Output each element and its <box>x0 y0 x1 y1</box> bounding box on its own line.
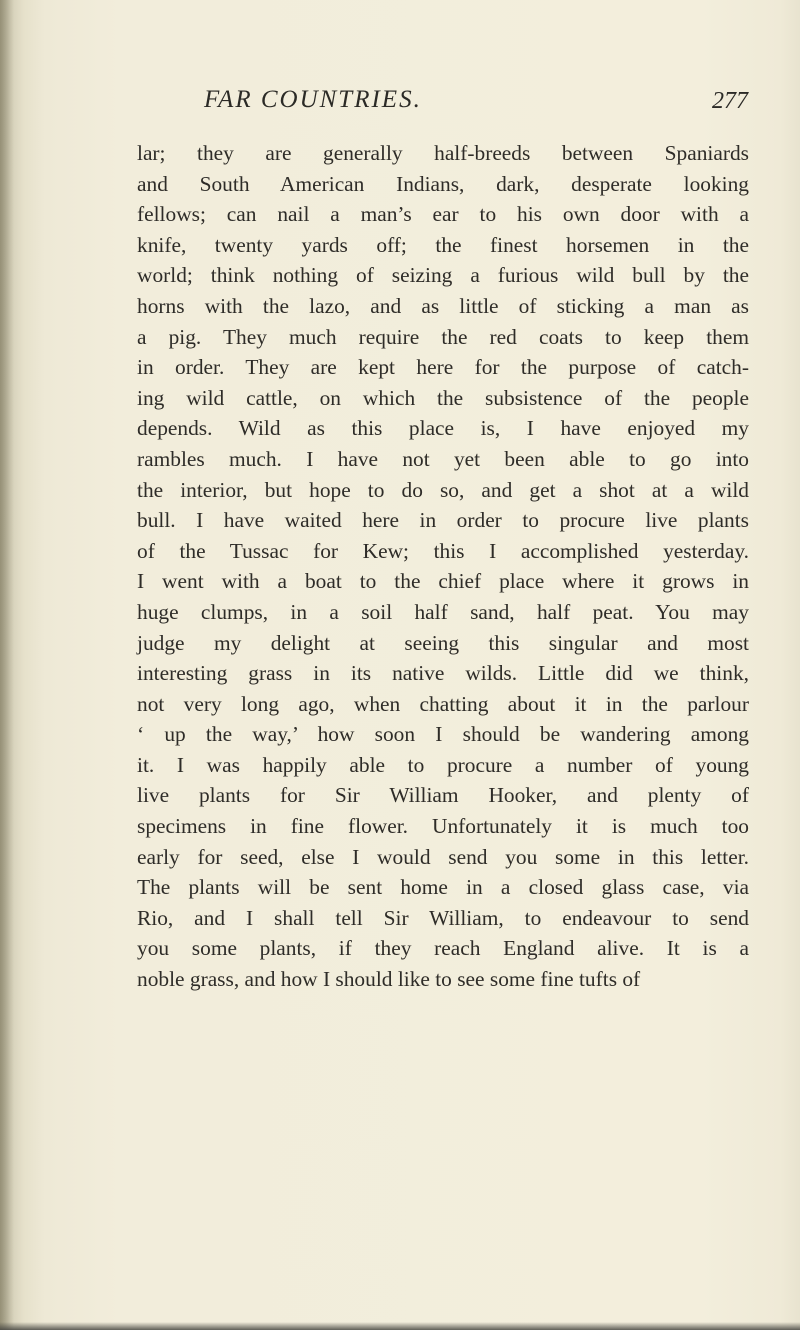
text-line: and South American Indians, dark, desperate looking <box>137 171 749 196</box>
text-line: not very long ago, when chatting about it in the parlour <box>137 691 749 716</box>
text-line: horns with the lazo, and as little of sticking a man as <box>137 293 749 318</box>
text-line: the interior, but hope to do so, and get a shot at a wild <box>137 477 749 502</box>
body-text <box>137 138 749 995</box>
text-line: specimens in fine flower. Unfortunately it is much too <box>137 814 749 839</box>
text-line: huge clumps, in a soil half sand, half peat. You may <box>137 599 749 624</box>
text-line: depends. Wild as this place is, I have enjoyed my <box>137 416 749 441</box>
text-line: in order. They are kept here for the purpose of catch- <box>137 355 749 380</box>
page-bottom-edge <box>0 1322 800 1330</box>
text-line: lar; they are generally half-breeds between Spaniards <box>137 141 749 165</box>
running-title: FAR COUNTRIES. <box>204 86 422 113</box>
text-line: you some plants, if they reach England alive. It is a <box>137 936 749 961</box>
text-line: of the Tussac for Kew; this I accomplished yesterday. <box>137 538 749 563</box>
text-line: noble grass, and how I should like to see some fine tufts of <box>137 967 641 992</box>
text-line: Rio, and I shall tell Sir William, to endeavour to send <box>137 905 749 930</box>
page-number: 277 <box>712 88 748 114</box>
binding-shadow <box>0 0 14 1330</box>
text-line: fellows; can nail a man’s ear to his own door with a <box>137 202 749 227</box>
text-line: rambles much. I have not yet been able to go into <box>137 446 749 471</box>
text-line: interesting grass in its native wilds. Little did we think, <box>137 661 749 686</box>
text-line: live plants for Sir William Hooker, and plenty of <box>137 783 749 808</box>
text-line: The plants will be sent home in a closed glass case, via <box>137 875 749 900</box>
text-line: bull. I have waited here in order to procure live plants <box>137 508 749 533</box>
text-line: world; think nothing of seizing a furious wild bull by the <box>137 263 749 288</box>
text-line: early for seed, else I would send you some in this letter. <box>137 844 749 869</box>
text-line: ing wild cattle, on which the subsistence of the people <box>137 385 749 410</box>
page-header <box>0 86 800 126</box>
text-line: a pig. They much require the red coats to keep them <box>137 324 749 349</box>
text-line: knife, twenty yards off; the finest horsemen in the <box>137 232 749 257</box>
text-line: ‘ up the way,’ how soon I should be wandering among <box>137 722 749 747</box>
text-line: it. I was happily able to procure a number of young <box>137 752 749 777</box>
text-line: judge my delight at seeing this singular and most <box>137 630 749 655</box>
text-line: I went with a boat to the chief place where it grows in <box>137 569 749 594</box>
